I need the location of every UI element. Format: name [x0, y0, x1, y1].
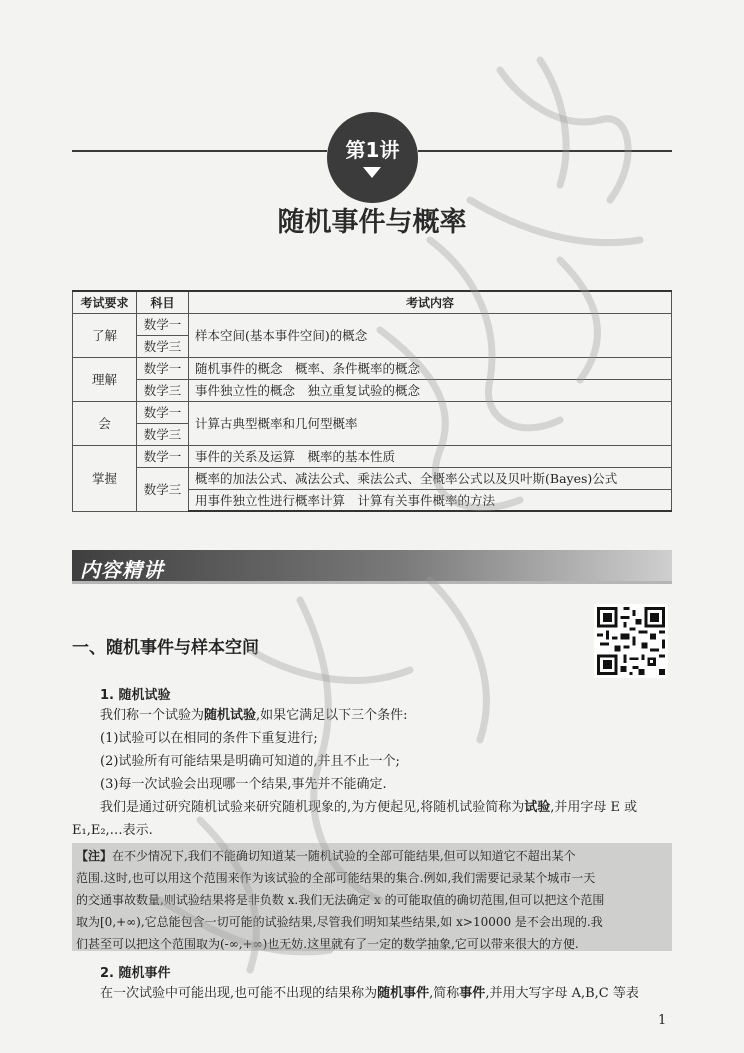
requirement-cell: 理解: [73, 357, 137, 401]
subject-cell: 数学一: [137, 313, 189, 335]
page-number: 1: [658, 1013, 667, 1028]
header-rule-right: [418, 150, 672, 152]
paragraph: [100, 985, 639, 1003]
content-cell: 计算古典型概率和几何型概率: [189, 401, 672, 445]
table-row: [73, 445, 672, 467]
content-cell: 概率的加法公式、减法公式、乘法公式、全概率公式以及贝叶斯(Bayes)公式: [189, 467, 672, 489]
paragraph-text: 我们是通过研究随机试验来研究随机现象的,为方便起见,将随机试验简称为: [100, 800, 525, 815]
subject-cell: 数学三: [137, 467, 189, 511]
note-text: 在不少情况下,我们不能确切知道某一随机试验的全部可能结果,但可以知道它不超出某个: [112, 849, 576, 863]
table-row: [73, 467, 672, 489]
paragraph: [100, 707, 408, 725]
header-rule-left: [72, 150, 327, 152]
table-row: [73, 357, 672, 379]
paragraph-text: ,并用字母 E 或: [550, 800, 638, 815]
paragraph-text: ,简称: [429, 986, 460, 1001]
note-box: [72, 843, 672, 951]
subsection-heading: 2. 随机事件: [100, 966, 171, 981]
note-line: [76, 845, 668, 867]
chevron-down-icon: [363, 167, 381, 178]
requirement-cell: 了解: [73, 313, 137, 357]
note-line: 取为[0,+∞),它总能包含一切可能的试验结果,尽管我们明知某些结果,如 x>10000 是不会出现的.我: [76, 915, 603, 929]
qr-code-icon: [594, 604, 668, 678]
table-header-row: [73, 291, 672, 313]
paragraph-text: ,并用大写字母 A,B,C 等表: [485, 986, 639, 1001]
note-line: 范围.这时,也可以用这个范围来作为该试验的全部可能结果的集合.例如,我们需要记录某个城市一天: [76, 871, 596, 885]
subject-cell: 数学一: [137, 445, 189, 467]
content-cell: 用事件独立性进行概率计算 计算有关事件概率的方法: [189, 489, 672, 511]
list-item: (3)每一次试验会出现哪一个结果,事先并不能确定.: [100, 777, 387, 792]
term-bold: 试验: [524, 800, 551, 815]
list-item: (1)试验可以在相同的条件下重复进行;: [100, 731, 318, 746]
chapter-title: 随机事件与概率: [277, 207, 467, 238]
subject-cell: 数学三: [137, 335, 189, 357]
lecture-label: 第1讲: [345, 138, 400, 162]
table-header: 考试内容: [189, 291, 672, 313]
content-cell: 样本空间(基本事件空间)的概念: [189, 313, 672, 357]
note-tag: 【注】: [76, 849, 113, 863]
paragraph-text: ,如果它满足以下三个条件:: [256, 708, 408, 723]
list-item: (2)试验所有可能结果是明确可知道的,并且不止一个;: [100, 754, 400, 769]
subject-cell: 数学三: [137, 379, 189, 401]
table-header: 科目: [137, 291, 189, 313]
subject-cell: 数学一: [137, 357, 189, 379]
requirement-cell: 掌握: [73, 445, 137, 511]
subject-cell: 数学一: [137, 401, 189, 423]
paragraph-continuation: E₁,E₂,…表示.: [72, 823, 153, 838]
content-cell: 事件的关系及运算 概率的基本性质: [189, 445, 672, 467]
term-bold: 事件: [459, 986, 486, 1001]
content-cell: 随机事件的概念 概率、条件概率的概念: [189, 357, 672, 379]
note-line: 们甚至可以把这个范围取为(-∞,+∞)也无妨.这里就有了一定的数学抽象,它可以带来很大的方便.: [76, 937, 579, 951]
exam-requirements-table: [72, 290, 672, 512]
content-cell: 事件独立性的概念 独立重复试验的概念: [189, 379, 672, 401]
paragraph-text: 在一次试验中可能出现,也可能不出现的结果称为: [100, 986, 378, 1001]
table-header: 考试要求: [73, 291, 137, 313]
term-bold: 随机事件: [377, 986, 430, 1001]
table-row: [73, 401, 672, 423]
subject-cell: 数学三: [137, 423, 189, 445]
subsection-heading: 1. 随机试验: [100, 688, 171, 703]
term-bold: 随机试验: [204, 708, 257, 723]
table-row: [73, 313, 672, 335]
requirement-cell: 会: [73, 401, 137, 445]
section-heading: 一、随机事件与样本空间: [72, 638, 259, 658]
section-banner-label: 内容精讲: [80, 558, 164, 582]
note-line: 的交通事故数量,则试验结果将是非负数 x.我们无法确定 x 的可能取值的确切范围,但可以把这个范围: [76, 893, 605, 907]
paragraph-text: 我们称一个试验为: [100, 708, 205, 723]
table-row: [73, 379, 672, 401]
paragraph: [100, 799, 637, 817]
